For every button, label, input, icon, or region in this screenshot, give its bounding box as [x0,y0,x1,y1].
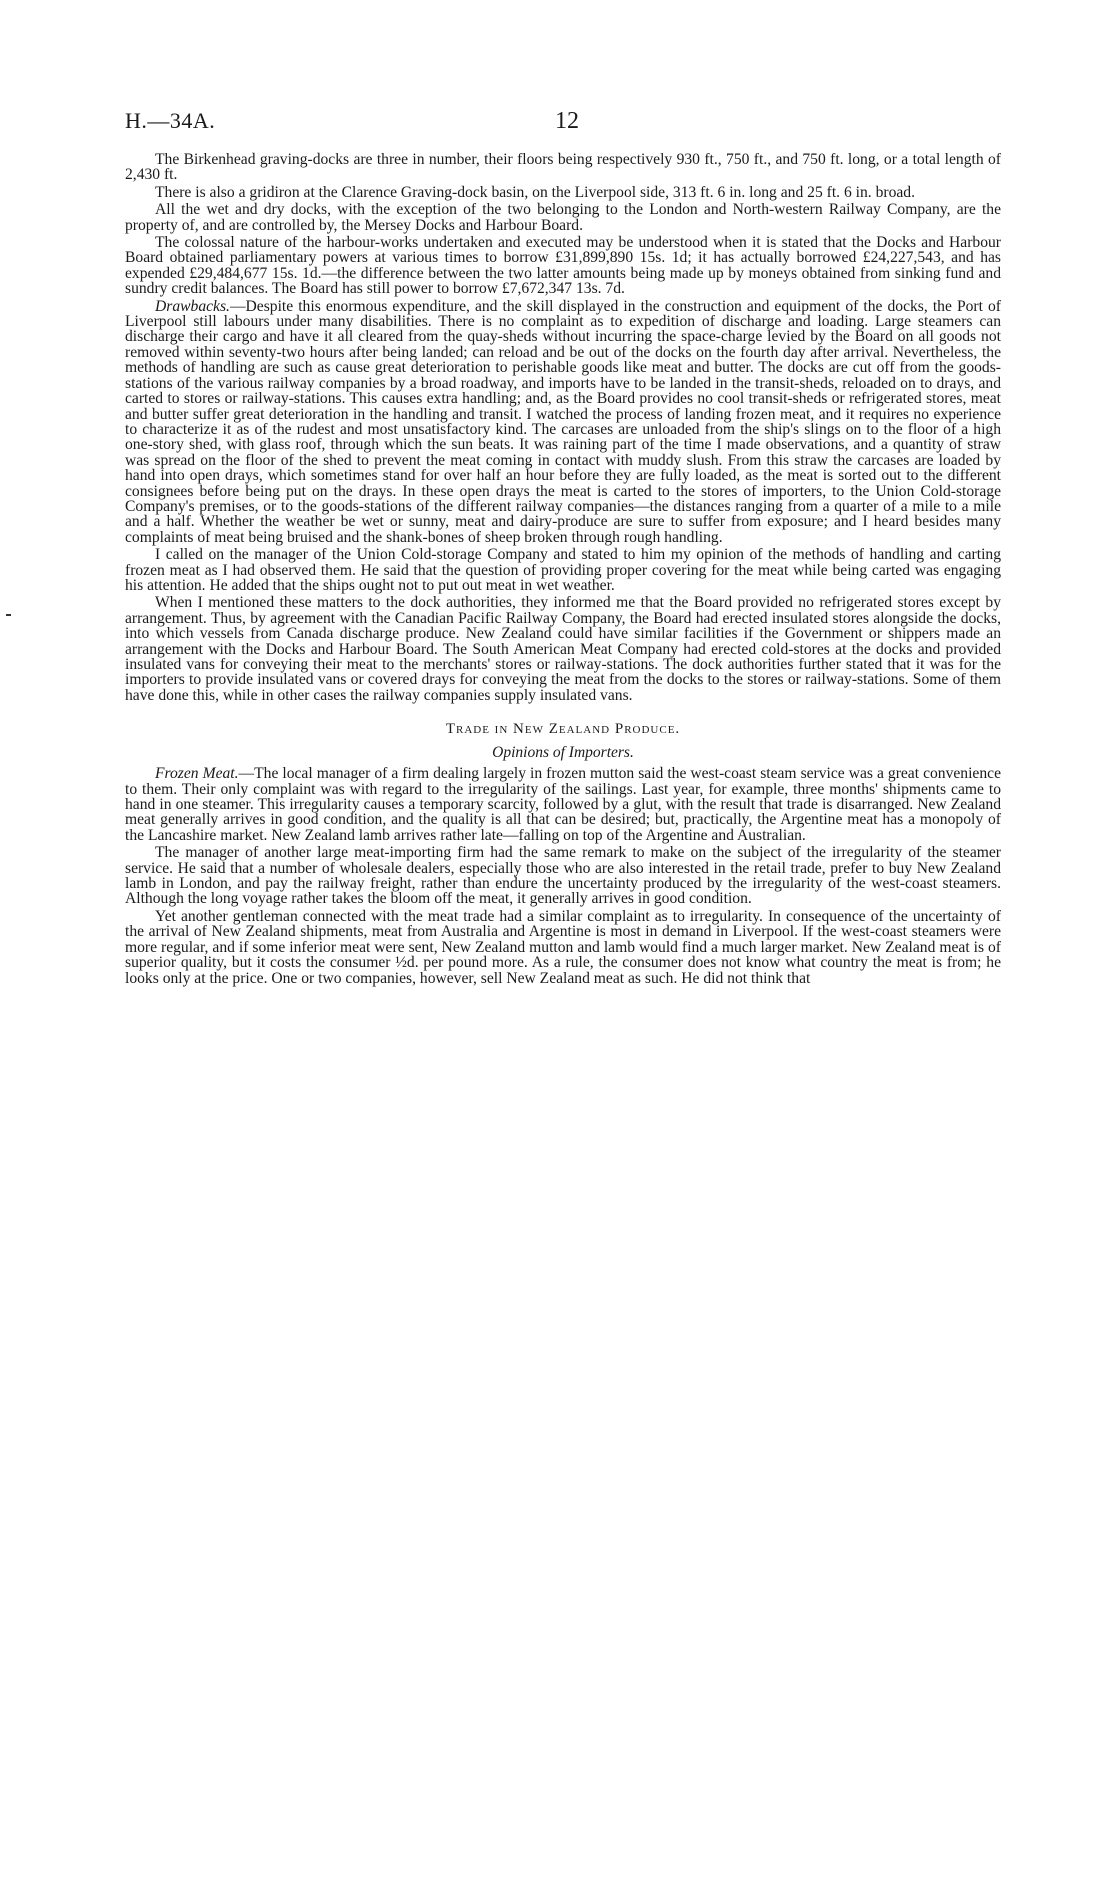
paragraph-drawbacks [125,299,1001,546]
document-body [125,152,1001,988]
page-header [125,108,989,138]
paragraph-gridiron: There is also a gridiron at the Clarence Graving-dock basin, on the Liverpool side, 313 ft. 6 in. long and 25 ft. 6 in. broad. [155,183,916,201]
paragraph-meat-trade-irregularity: Yet another gentleman connected with the meat trade had a similar complaint as to irregularity. In consequence of the uncertainty of the arrival of New Zealand shipments, meat from Australia and Argentine is most in demand in Liverpool. If the west-coast steamers were more regular, and if some inferior meat were sent, New Zealand mutton and lamb would find a much larger market. New Zealand meat is of superior quality, but it costs the consumer ½d. per pound more. As a rule, the consumer does not know what country the meat is from; he looks only at the price. One or two companies, however, sell New Zealand meat as such. He did not think that [125,907,1001,987]
paragraph-dock-ownership: All the wet and dry docks, with the exception of the two belonging to the London and North-western Railway Company, are the property of, and are controlled by, the Mersey Docks and Harbour Board. [125,201,1001,234]
section-title: Trade in New Zealand Produce. [445,721,681,738]
page-number: 12 [555,108,579,134]
paragraph-harbour-finance: The colossal nature of the harbour-works undertaken and executed may be understood when it is stated that the Docks and Harbour Board obtained parliamentary powers at various times to borrow £31,899,890 15s. 1d; it has actually borrowed £24,227,543, and has expended £29,484,677 15s. 1d.—the difference between the two latter amounts being made up by moneys obtained from sinking fund and sundry credit balances. The Board has still power to borrow £7,672,347 13s. 7d. [125,234,1001,298]
paragraph-lead: Frozen Meat. [155,765,239,783]
paragraph-text: —The local manager of a firm dealing largely in frozen mutton said the west-coast steam service was a great convenience to them. Their only complaint was with regard to the irregularity of the sailings. Last year, for example, three months' shipments came to hand in one steamer. This irregularity causes a temporary scarcity, followed by a glut, with the result that trade is disarranged. New Zealand meat generally arrives in good condition, and the quality is all that can be desired; but, practically, the Argentine meat has a monopoly of the Lancashire market. New Zealand lamb arrives rather late—falling on top of the Argentine and Australian. [125,765,1001,844]
paragraph-frozen-meat [125,766,1001,843]
paragraph-meat-importer: The manager of another large meat-importing firm had the same remark to make on the subject of the irregularity of the steamer service. He said that a number of wholesale dealers, especially those who are also interested in the retail trade, prefer to buy New Zealand lamb in London, and pay the railway freight, rather than endure the uncertainty produced by the irregularity of the west-coast steamers. Although the long voyage rather takes the bloom off the meat, it generally arrives in good condition. [125,844,1001,908]
paragraph-text: —Despite this enormous expenditure, and the skill displayed in the construction and equipment of the docks, the Port of Liverpool still labours under many disabilities. There is no complaint as to expedition of discharge and loading. Large steamers can discharge their cargo and have it all cleared from the quay-sheds without incurring the space-charge levied by the Board on all goods not removed within seventy-two hours after being landed; can reload and be out of the docks on the fourth day after arrival. Nevertheless, the methods of handling are such as cause great deterioration to perishable goods like meat and butter. The docks are cut off from the goods-stations of the various railway companies by a broad roadway, and imports have to be landed in the transit-sheds, reloaded on to drays, and carted to stores or railway-stations. This causes extra handling; and, as the Board provides no cool transit-sheds or refrigerated stores, meat and butter suffer great deterioration in the handling and transit. I watched the process of landing frozen meat, and it requires no experience to characterize it as of the rudest and most unsatisfactory kind. The carcases are unloaded from the ship's slings on to the floor of a high one-story shed, with glass roof, through which the sun beats. It was raining part of the time I made observations, and a quantity of straw was spread on the floor of the shed to prevent the meat coming in contact with muddy slush. From this straw the carcases are loaded by hand into open drays, which sometimes stand for over half an hour before they are fully loaded, as the meat is sorted out to the different consignees before being put on the drays. In these open drays the meat is carted to the stores of importers, to the Union Cold-storage Company's premises, or to the goods-stations of the different railway companies—the distances ranging from a quarter of a mile to a mile and a half. Whether the weather be wet or sunny, meat and dairy-produce are sure to suffer from exposure; and I heard besides many complaints of meat being bruised and the shank-bones of sheep broken through rough handling. [125,297,1001,546]
document-reference: H.—34A. [125,108,216,133]
paragraph-union-cold-storage: I called on the manager of the Union Cold-storage Company and stated to him my opinion of the methods of handling and carting frozen meat as I had observed them. He said that the question of providing proper covering for the meat while being carted was engaging his attention. He added that the ships ought not to put out meat in wet weather. [125,546,1001,594]
paragraph-birkenhead-docks: The Birkenhead graving-docks are three in number, their floors being respectively 930 ft., 750 ft., and 750 ft. long, or a total length of 2,430 ft. [125,151,1001,184]
margin-mark [6,614,11,616]
section-subtitle: Opinions of Importers. [492,744,634,762]
paragraph-lead: Drawbacks. [155,297,230,315]
paragraph-dock-authorities: When I mentioned these matters to the dock authorities, they informed me that the Board provided no refrigerated stores except by arrangement. Thus, by agreement with the Canadian Pacific Railway Company, the Board had erected insulated stores alongside the docks, into which vessels from Canada discharge produce. New Zealand could have similar facilities if the Government or shippers made an arrangement with the Docks and Harbour Board. The South American Meat Company had erected cold-stores at the docks and provided insulated vans for conveying their meat to the merchants' stores or railway-stations. The dock authorities further stated that it was for the importers to provide insulated vans or covered drays for conveying the meat from the docks to the stores or railway-stations. Some of them have done this, while in other cases the railway companies supply insulated vans. [125,594,1001,704]
